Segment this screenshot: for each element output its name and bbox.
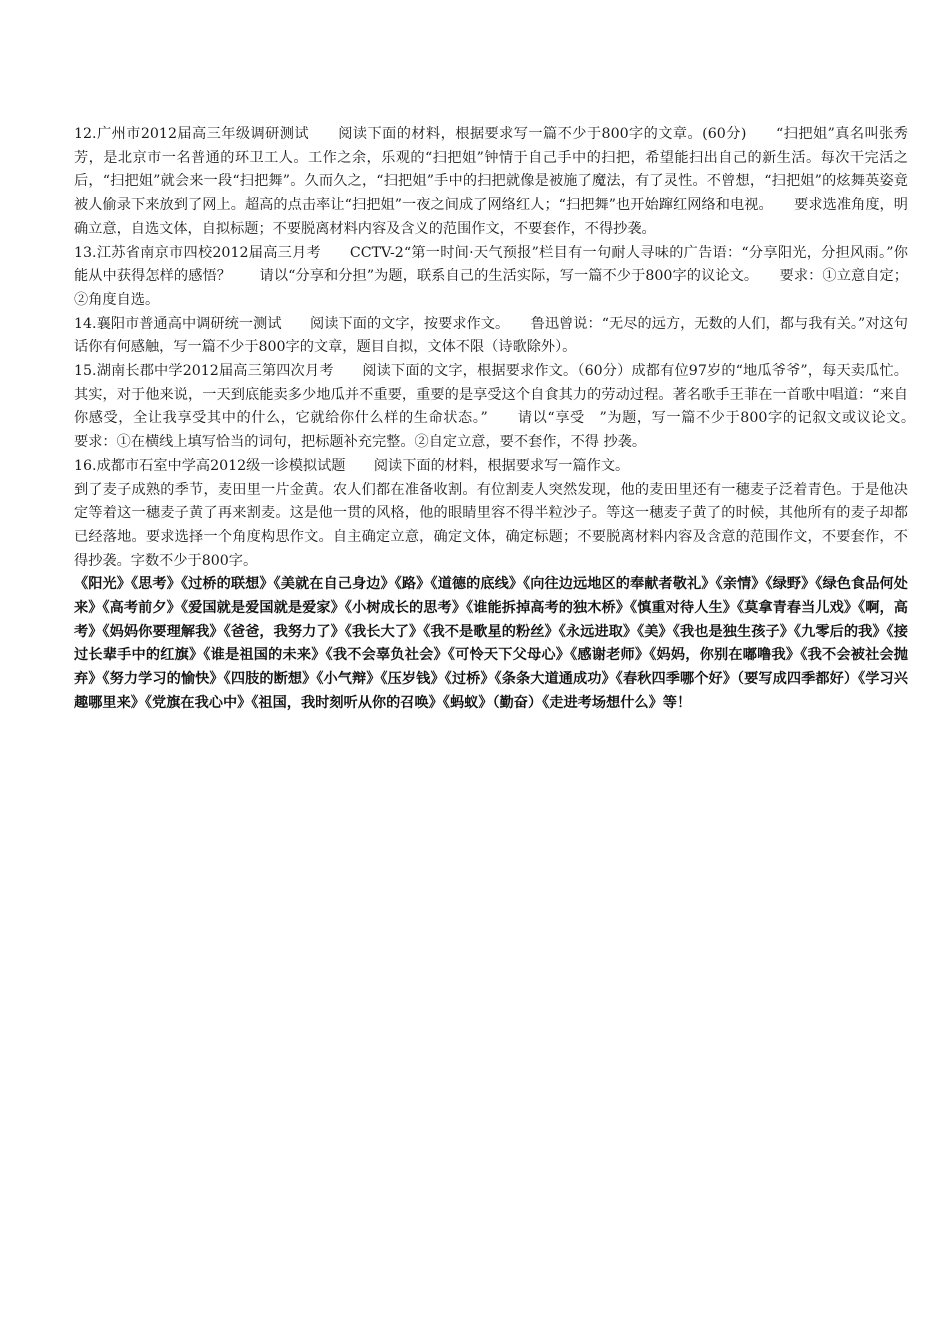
- prompt-15: 15.湖南长郡中学2012届高三第四次月考 阅读下面的文字，根据要求作文。（60分）成都有位97岁的“地瓜爷爷”，每天卖瓜忙。其实，对于他来说，一天到底能卖多少地瓜并不重要，重要的是享受这个自食其力的劳动过程。著名歌手王菲在一首歌中唱道：“来自你感受，全让我享受其中的什么，它就给你什么样的生命状态。” 请以“享受 ”为题，写一篇不少于800字的记叙文或议论文。 要求：①在横线上填写恰当的词句，把标题补充完整。②自定立意，要不套作，不得 抄袭。: [74, 363, 937, 451]
- prompt-12: 12.广州市2012届高三年级调研测试 阅读下面的材料，根据要求写一篇不少于800字的文章。(60分) “扫把姐”真名叫张秀芳，是北京市一名普通的环卫工人。工作之余，乐观的“扫把姐”钟情于自己手中的扫把，希望能扫出自己的新生活。每次干完活之后，“扫把姐”就会来一段“扫把舞”。久而久之，“扫把姐”手中的扫把就像是被施了魔法，有了灵性。不曾想，“扫把姐”的炫舞英姿竟被人偷录下来放到了网上。超高的点击率让“扫把姐”一夜之间成了网络红人；“扫把舞”也开始蹿红网络和电视。 要求选准角度，明确立意，自选文体，自拟标题；不要脱离材料内容及含义的范围作文，不要套作，不得抄袭。: [74, 126, 908, 237]
- title-list: 《阳光》《思考》《过桥的联想》《美就在自己身边》《路》《道德的底线》《向往边远地区的奉献者敬礼》《亲情》《绿野》《绿色食品何处来》《高考前夕》《爱国就是爱国就是爱家》《小树成长的思考》《谁能拆掉高考的独木桥》《慎重对待人生》《莫拿青春当儿戏》《啊，高考》《妈妈你要理解我》《爸爸，我努力了》《我长大了》《我不是歌星的粉丝》《永远进取》《美》《我也是独生孩子》《九零后的我》《接过长辈手中的红旗》《谁是祖国的未来》《我不会辜负社会》《可怜天下父母心》《感谢老师》《妈妈，你别在嘟噜我》《我不会被社会抛弃》《努力学习的愉快》《四肢的断想》《小气辩》《压岁钱》《过桥》《条条大道通成功》《春秋四季哪个好》（要写成四季都好）《学习兴趣哪里来》《党旗在我心中》《祖国，我时刻听从你的召唤》《蚂蚁》（勤奋）《走进考场想什么》等！: [74, 576, 908, 711]
- prompt-16-heading: 16.成都市石室中学高2012级一诊模拟试题 阅读下面的材料，根据要求写一篇作文。: [74, 457, 630, 474]
- prompt-16-material: 到了麦子成熟的季节，麦田里一片金黄。农人们都在准备收割。有位割麦人突然发现，他的麦田里还有一穗麦子泛着青色。于是他决定等着这一穗麦子黄了再来割麦。这是他一贯的风格，他的眼睛里容不得半粒沙子。等这一穗麦子黄了的时候，其他所有的麦子却都已经落地。要求选择一个角度构思作文。自主确定立意，确定文体，确定标题；不要脱离材料内容及含意的范围作文，不要套作，不得抄袭。字数不少于800字。: [74, 481, 908, 569]
- prompt-13: 13.江苏省南京市四校2012届高三月考 CCTV-2“第一时间·天气预报”栏目有一句耐人寻味的广告语：“分享阳光，分担风雨。”你能从中获得怎样的感悟？ 请以“分享和分担”为题，联系自己的生活实际，写一篇不少于800字的议论文。 要求：①立意自定；②角度自选。: [74, 244, 908, 308]
- document-body: [74, 123, 937, 716]
- prompt-14: 14.襄阳市普通高中调研统一测试 阅读下面的文字，按要求作文。 鲁迅曾说：“无尽的远方，无数的人们，都与我有关。”对这句话你有何感触，写一篇不少于800字的文章，题目自拟，文体不限（诗歌除外）。: [74, 315, 908, 356]
